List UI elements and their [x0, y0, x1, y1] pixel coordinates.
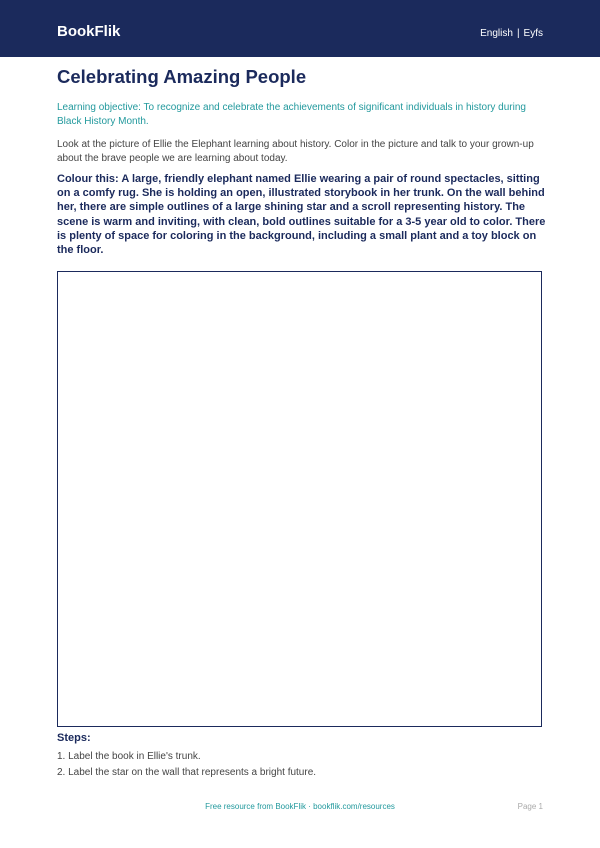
language-label: English [480, 28, 513, 39]
brand-logo[interactable]: BookFlik [57, 23, 121, 40]
steps-list [57, 751, 316, 783]
intro-text: Look at the picture of Ellie the Elephant learning about history. Color in the picture and talk to your grown-up about the brave people we are learning about today. [57, 139, 534, 164]
learning-objective: Learning objective: To recognize and celebrate the achievements of significant individuals in history during Black History Month. [57, 102, 526, 127]
step-item: 2. Label the star on the wall that represents a bright future. [57, 767, 317, 778]
header-meta [480, 28, 543, 39]
colouring-instruction: Colour this: A large, friendly elephant named Ellie wearing a pair of round spectacles, sitting on a comfy rug. She is holding an open, illustrated storybook in her trunk. On the wall behind her, there are simple outlines of a large shining star and a scroll representing history. The scene is warm and inviting, with clean, bold outlines suitable for a 3-5 year old to color. There is plenty of space for coloring in the background, including a small plant and a toy block on the floor. [57, 173, 546, 257]
page-header [0, 0, 600, 57]
steps-heading: Steps: [57, 732, 91, 744]
footer-text[interactable]: Free resource from BookFlik · bookflik.com/resources [205, 802, 395, 811]
level-label: Eyfs [523, 28, 543, 39]
step-item: 1. Label the book in Ellie's trunk. [57, 751, 201, 762]
meta-separator: | [516, 28, 520, 39]
page-number: Page 1 [517, 802, 543, 811]
colouring-area [57, 271, 542, 727]
page-title: Celebrating Amazing People [57, 66, 307, 87]
